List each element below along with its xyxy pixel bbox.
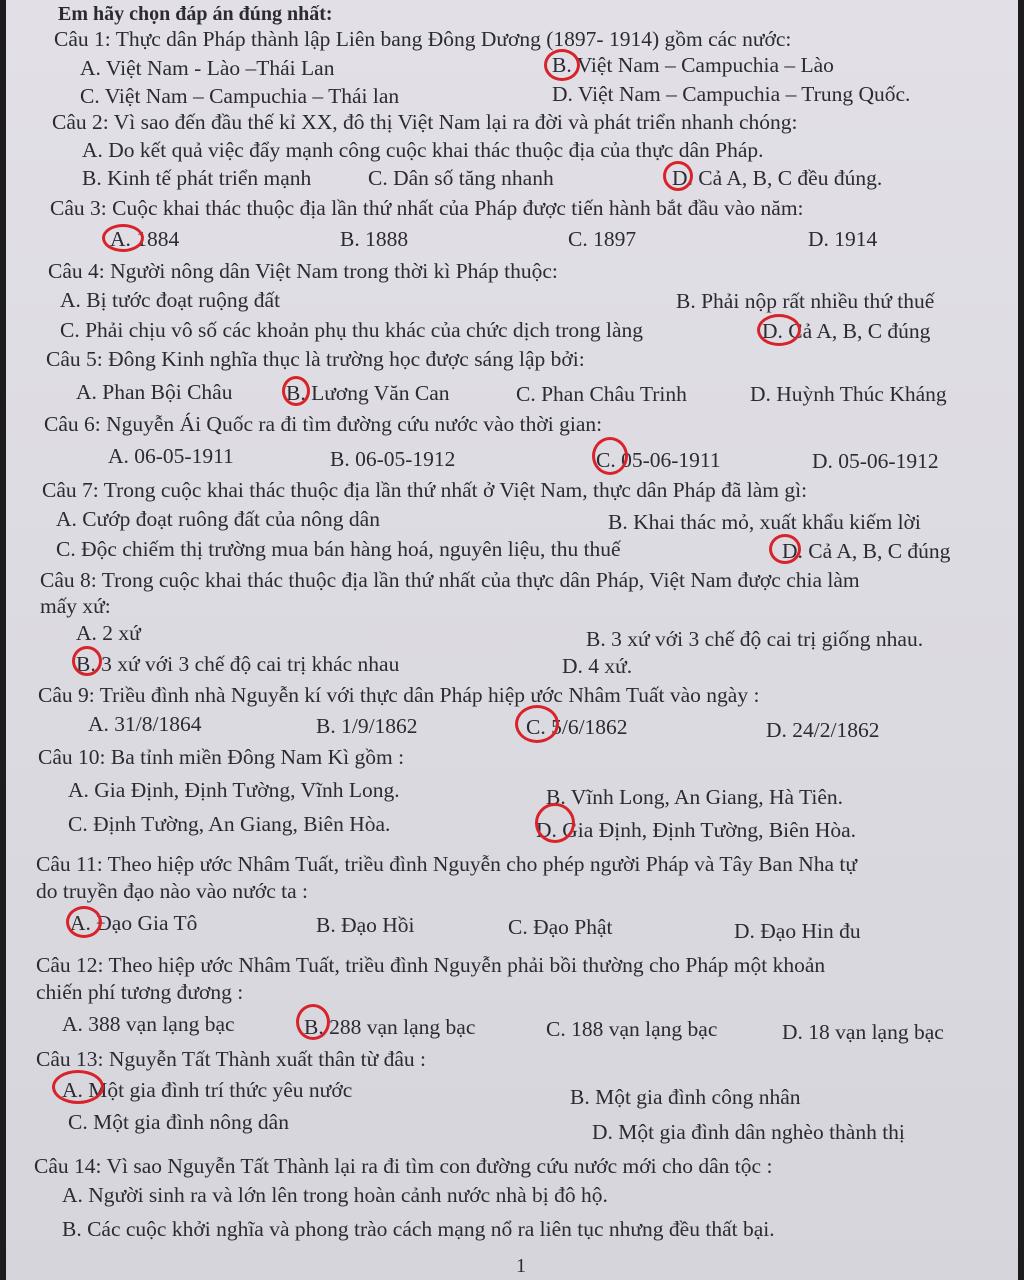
q4-option-a: A. Bị tước đoạt ruộng đất [60,288,281,312]
q5-option-b: B. Lương Văn Can [286,381,450,405]
q1-option-a: A. Việt Nam - Lào –Thái Lan [80,56,335,80]
q7-option-c: C. Độc chiếm thị trường mua bán hàng hoá, nguyên liệu, thu thuế [56,537,621,561]
q12-option-c: C. 188 vạn lạng bạc [546,1017,718,1041]
question-11: Câu 11: Theo hiệp ước Nhâm Tuất, triều đình Nguyễn cho phép người Pháp và Tây Ban Nha tự [36,852,858,876]
q2-option-a: A. Do kết quả việc đẩy mạnh công cuộc khai thác thuộc địa của thực dân Pháp. [82,138,764,162]
q6-option-b: B. 06-05-1912 [330,447,456,471]
page-number: 1 [516,1255,526,1277]
q2-option-d: D. Cả A, B, C đều đúng. [672,166,883,190]
answer-mark-q6 [592,437,628,475]
question-14: Câu 14: Vì sao Nguyễn Tất Thành lại ra đi tìm con đường cứu nước mới cho dân tộc : [34,1154,773,1178]
q9-option-b: B. 1/9/1862 [316,714,418,738]
question-5: Câu 5: Đông Kinh nghĩa thục là trường học được sáng lập bởi: [46,347,585,371]
answer-mark-q4 [757,314,801,346]
exam-page [6,0,1018,1280]
question-3: Câu 3: Cuộc khai thác thuộc địa lần thứ nhất của Pháp được tiến hành bắt đầu vào năm: [50,196,804,220]
q6-option-c: C. 05-06-1911 [596,448,721,472]
q13-option-b: B. Một gia đình công nhân [570,1085,801,1109]
q3-option-b: B. 1888 [340,227,409,251]
question-4: Câu 4: Người nông dân Việt Nam trong thời kì Pháp thuộc: [48,259,558,283]
answer-mark-q3 [102,224,144,252]
q5-option-c: C. Phan Châu Trinh [516,382,687,406]
q12-option-a: A. 388 vạn lạng bạc [62,1012,235,1036]
question-10: Câu 10: Ba tỉnh miền Đông Nam Kì gồm : [38,745,405,769]
question-11-line2: do truyền đạo nào vào nước ta : [36,879,308,903]
q1-option-d: D. Việt Nam – Campuchia – Trung Quốc. [552,82,911,106]
q14-option-b: B. Các cuộc khởi nghĩa và phong trào cách mạng nổ ra liên tục nhưng đều thất bại. [62,1217,775,1241]
q4-option-c: C. Phải chịu vô số các khoản phụ thu khác của chức dịch trong làng [60,318,644,342]
q3-option-a: A. 1884 [110,227,180,251]
q14-option-a: A. Người sinh ra và lớn lên trong hoàn cảnh nước nhà bị đô hộ. [62,1183,608,1207]
answer-mark-q9 [515,705,559,743]
q5-option-a: A. Phan Bội Châu [76,380,233,404]
answer-mark-q7 [769,534,801,564]
q9-option-c: C. 5/6/1862 [526,715,628,739]
question-8-line2: mấy xứ: [40,594,111,618]
q8-option-a: A. 2 xứ [76,621,141,645]
q10-option-b: B. Vĩnh Long, An Giang, Hà Tiên. [546,785,844,809]
answer-mark-q2 [663,161,693,191]
q4-option-d: D. Cả A, B, C đúng [762,319,931,343]
q7-option-a: A. Cướp đoạt ruông đất của nông dân [56,507,380,531]
question-7: Câu 7: Trong cuộc khai thác thuộc địa lần thứ nhất ở Việt Nam, thực dân Pháp đã làm gì: [42,478,808,502]
q5-option-d: D. Huỳnh Thúc Kháng [750,382,947,406]
answer-mark-q12 [296,1004,330,1040]
question-1: Câu 1: Thực dân Pháp thành lập Liên bang Đông Dương (1897- 1914) gồm các nước: [54,27,792,51]
q12-option-d: D. 18 vạn lạng bạc [782,1020,944,1044]
q13-option-c: C. Một gia đình nông dân [68,1110,289,1134]
q4-option-b: B. Phải nộp rất nhiều thứ thuế [676,289,935,313]
q10-option-c: C. Định Tường, An Giang, Biên Hòa. [68,812,391,836]
q12-option-b: B. 288 vạn lạng bạc [304,1015,476,1039]
answer-mark-q11 [66,906,102,938]
q11-option-d: D. Đạo Hin đu [734,919,861,943]
answer-mark-q8 [72,646,102,676]
answer-mark-q1 [544,49,580,81]
answer-mark-q13 [52,1070,104,1104]
q3-option-c: C. 1897 [568,227,637,251]
answer-mark-q5 [282,376,310,406]
q10-option-a: A. Gia Định, Định Tường, Vĩnh Long. [68,778,400,802]
q6-option-d: D. 05-06-1912 [812,449,939,473]
q2-option-c: C. Dân số tăng nhanh [368,166,554,190]
q2-option-b: B. Kinh tế phát triển mạnh [82,166,312,190]
question-13: Câu 13: Nguyễn Tất Thành xuất thân từ đâu : [36,1047,427,1071]
q8-option-d: D. 4 xứ. [562,654,633,678]
answer-mark-q10 [535,803,575,843]
page-heading: Em hãy chọn đáp án đúng nhất: [58,3,333,25]
q1-option-b: B. Việt Nam – Campuchia – Lào [552,53,834,77]
q9-option-d: D. 24/2/1862 [766,718,880,742]
q8-option-b: B. 3 xứ với 3 chế độ cai trị giống nhau. [586,627,924,651]
q11-option-a: A. Đạo Gia Tô [70,911,198,935]
q8-option-c: B. 3 xứ với 3 chế độ cai trị khác nhau [76,652,400,676]
question-9: Câu 9: Triều đình nhà Nguyễn kí với thực dân Pháp hiệp ước Nhâm Tuất vào ngày : [38,683,760,707]
question-6: Câu 6: Nguyễn Ái Quốc ra đi tìm đường cứu nước vào thời gian: [44,412,603,436]
question-12: Câu 12: Theo hiệp ước Nhâm Tuất, triều đình Nguyễn phải bồi thường cho Pháp một khoản [36,953,826,977]
q9-option-a: A. 31/8/1864 [88,712,202,736]
question-12-line2: chiến phí tương đương : [36,980,244,1004]
q10-option-d: D. Gia Định, Định Tường, Biên Hòa. [536,818,857,842]
question-2: Câu 2: Vì sao đến đầu thế kỉ XX, đô thị Việt Nam lại ra đời và phát triển nhanh chóng: [52,110,798,134]
q1-option-c: C. Việt Nam – Campuchia – Thái lan [80,84,400,108]
q3-option-d: D. 1914 [808,227,878,251]
q6-option-a: A. 06-05-1911 [108,444,234,468]
q13-option-a: A. Một gia đình trí thức yêu nước [62,1078,353,1102]
q7-option-b: B. Khai thác mỏ, xuất khẩu kiếm lời [608,510,921,534]
q13-option-d: D. Một gia đình dân nghèo thành thị [592,1120,905,1144]
q11-option-b: B. Đạo Hồi [316,913,415,937]
q7-option-d: D. Cả A, B, C đúng [782,539,951,563]
q11-option-c: C. Đạo Phật [508,915,613,939]
question-8: Câu 8: Trong cuộc khai thác thuộc địa lần thứ nhất của thực dân Pháp, Việt Nam được chia làm [40,568,860,592]
